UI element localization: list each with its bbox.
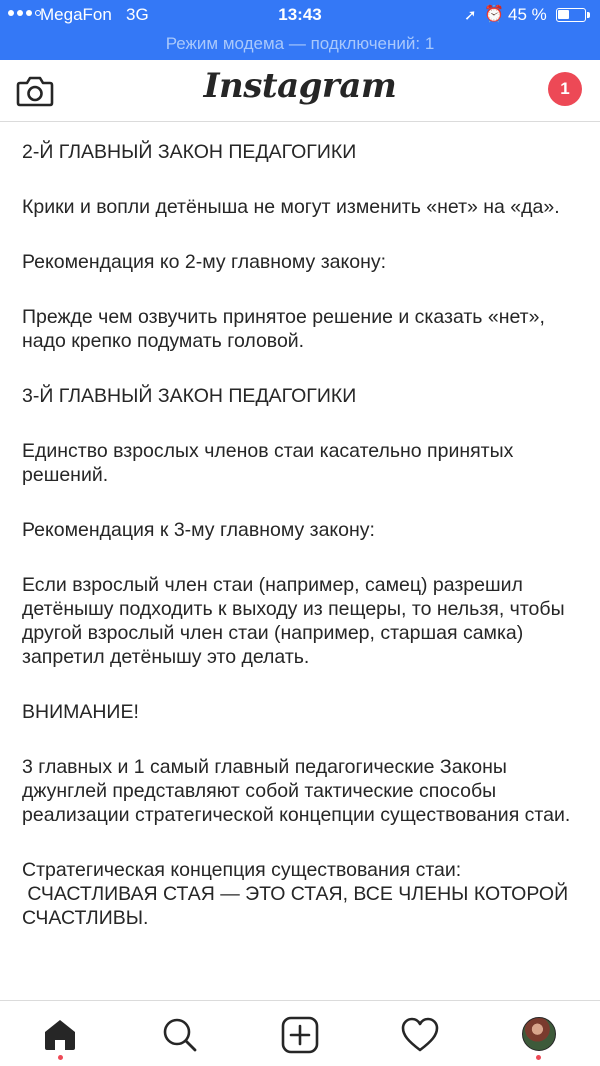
caption-paragraph: Если взрослый член стаи (например, самец) разрешил детёнышу подходить к выходу из пещеры, то нельзя, чтобы другой взрослый член стаи (например, старшая самка) запретил детёнышу это делать. (22, 574, 571, 668)
battery-icon (556, 8, 586, 22)
home-activity-dot (58, 1055, 63, 1060)
caption-paragraph: 3-Й ГЛАВНЫЙ ЗАКОН ПЕДАГОГИКИ (22, 385, 357, 407)
caption-paragraph: Единство взрослых членов стаи касательно принятых решений. (22, 440, 519, 486)
profile-activity-dot (536, 1055, 541, 1060)
hotspot-banner[interactable]: Режим модема — подключений: 1 (165, 34, 435, 53)
caption-paragraph: 3 главных и 1 самый главный педагогические Законы джунглей представляют собой тактические способы реализации стратегической концепции существования стаи. (22, 756, 571, 826)
tab-activity[interactable] (400, 1015, 440, 1055)
app-header (0, 60, 600, 122)
caption-paragraph: Рекомендация ко 2-му главному закону: (22, 251, 387, 273)
notification-badge[interactable]: 1 (548, 72, 582, 106)
caption-paragraph: 2-Й ГЛАВНЫЙ ЗАКОН ПЕДАГОГИКИ (22, 141, 357, 163)
battery-percentage: 45 % (508, 5, 547, 24)
tab-new-post[interactable] (280, 1015, 320, 1055)
alarm-icon: ⏰ (484, 6, 504, 23)
search-icon (160, 1015, 200, 1055)
caption-paragraph: Стратегическая концепция существования стаи: СЧАСТЛИВАЯ СТАЯ — ЭТО СТАЯ, ВСЕ ЧЛЕНЫ КОТОРОЙ СЧАСТЛИВЫ. (22, 859, 569, 929)
caption-paragraph: ВНИМАНИЕ! (22, 701, 139, 723)
status-row (0, 0, 600, 30)
heart-icon (400, 1015, 440, 1055)
add-post-icon (280, 1015, 320, 1055)
caption-paragraph: Крики и вопли детёныша не могут изменить «нет» на «да». (22, 196, 560, 218)
bottom-tab-bar (0, 1000, 600, 1066)
clock: 13:43 (278, 5, 322, 24)
instagram-logo: Instagram (203, 66, 397, 106)
home-icon (40, 1015, 80, 1055)
post-caption (22, 140, 582, 995)
profile-avatar[interactable] (522, 1017, 556, 1051)
caption-paragraph: Прежде чем озвучить принятое решение и сказать «нет», надо крепко подумать головой. (22, 306, 551, 352)
tab-search[interactable] (160, 1015, 200, 1055)
carrier-name: MegaFon (40, 5, 112, 24)
tab-home[interactable] (40, 1015, 80, 1055)
battery-fill (558, 10, 569, 19)
location-arrow-icon: ➚ (464, 7, 477, 24)
caption-paragraph: Рекомендация к 3-му главному закону: (22, 519, 375, 541)
network-type: 3G (126, 5, 149, 24)
status-bar (0, 0, 600, 60)
